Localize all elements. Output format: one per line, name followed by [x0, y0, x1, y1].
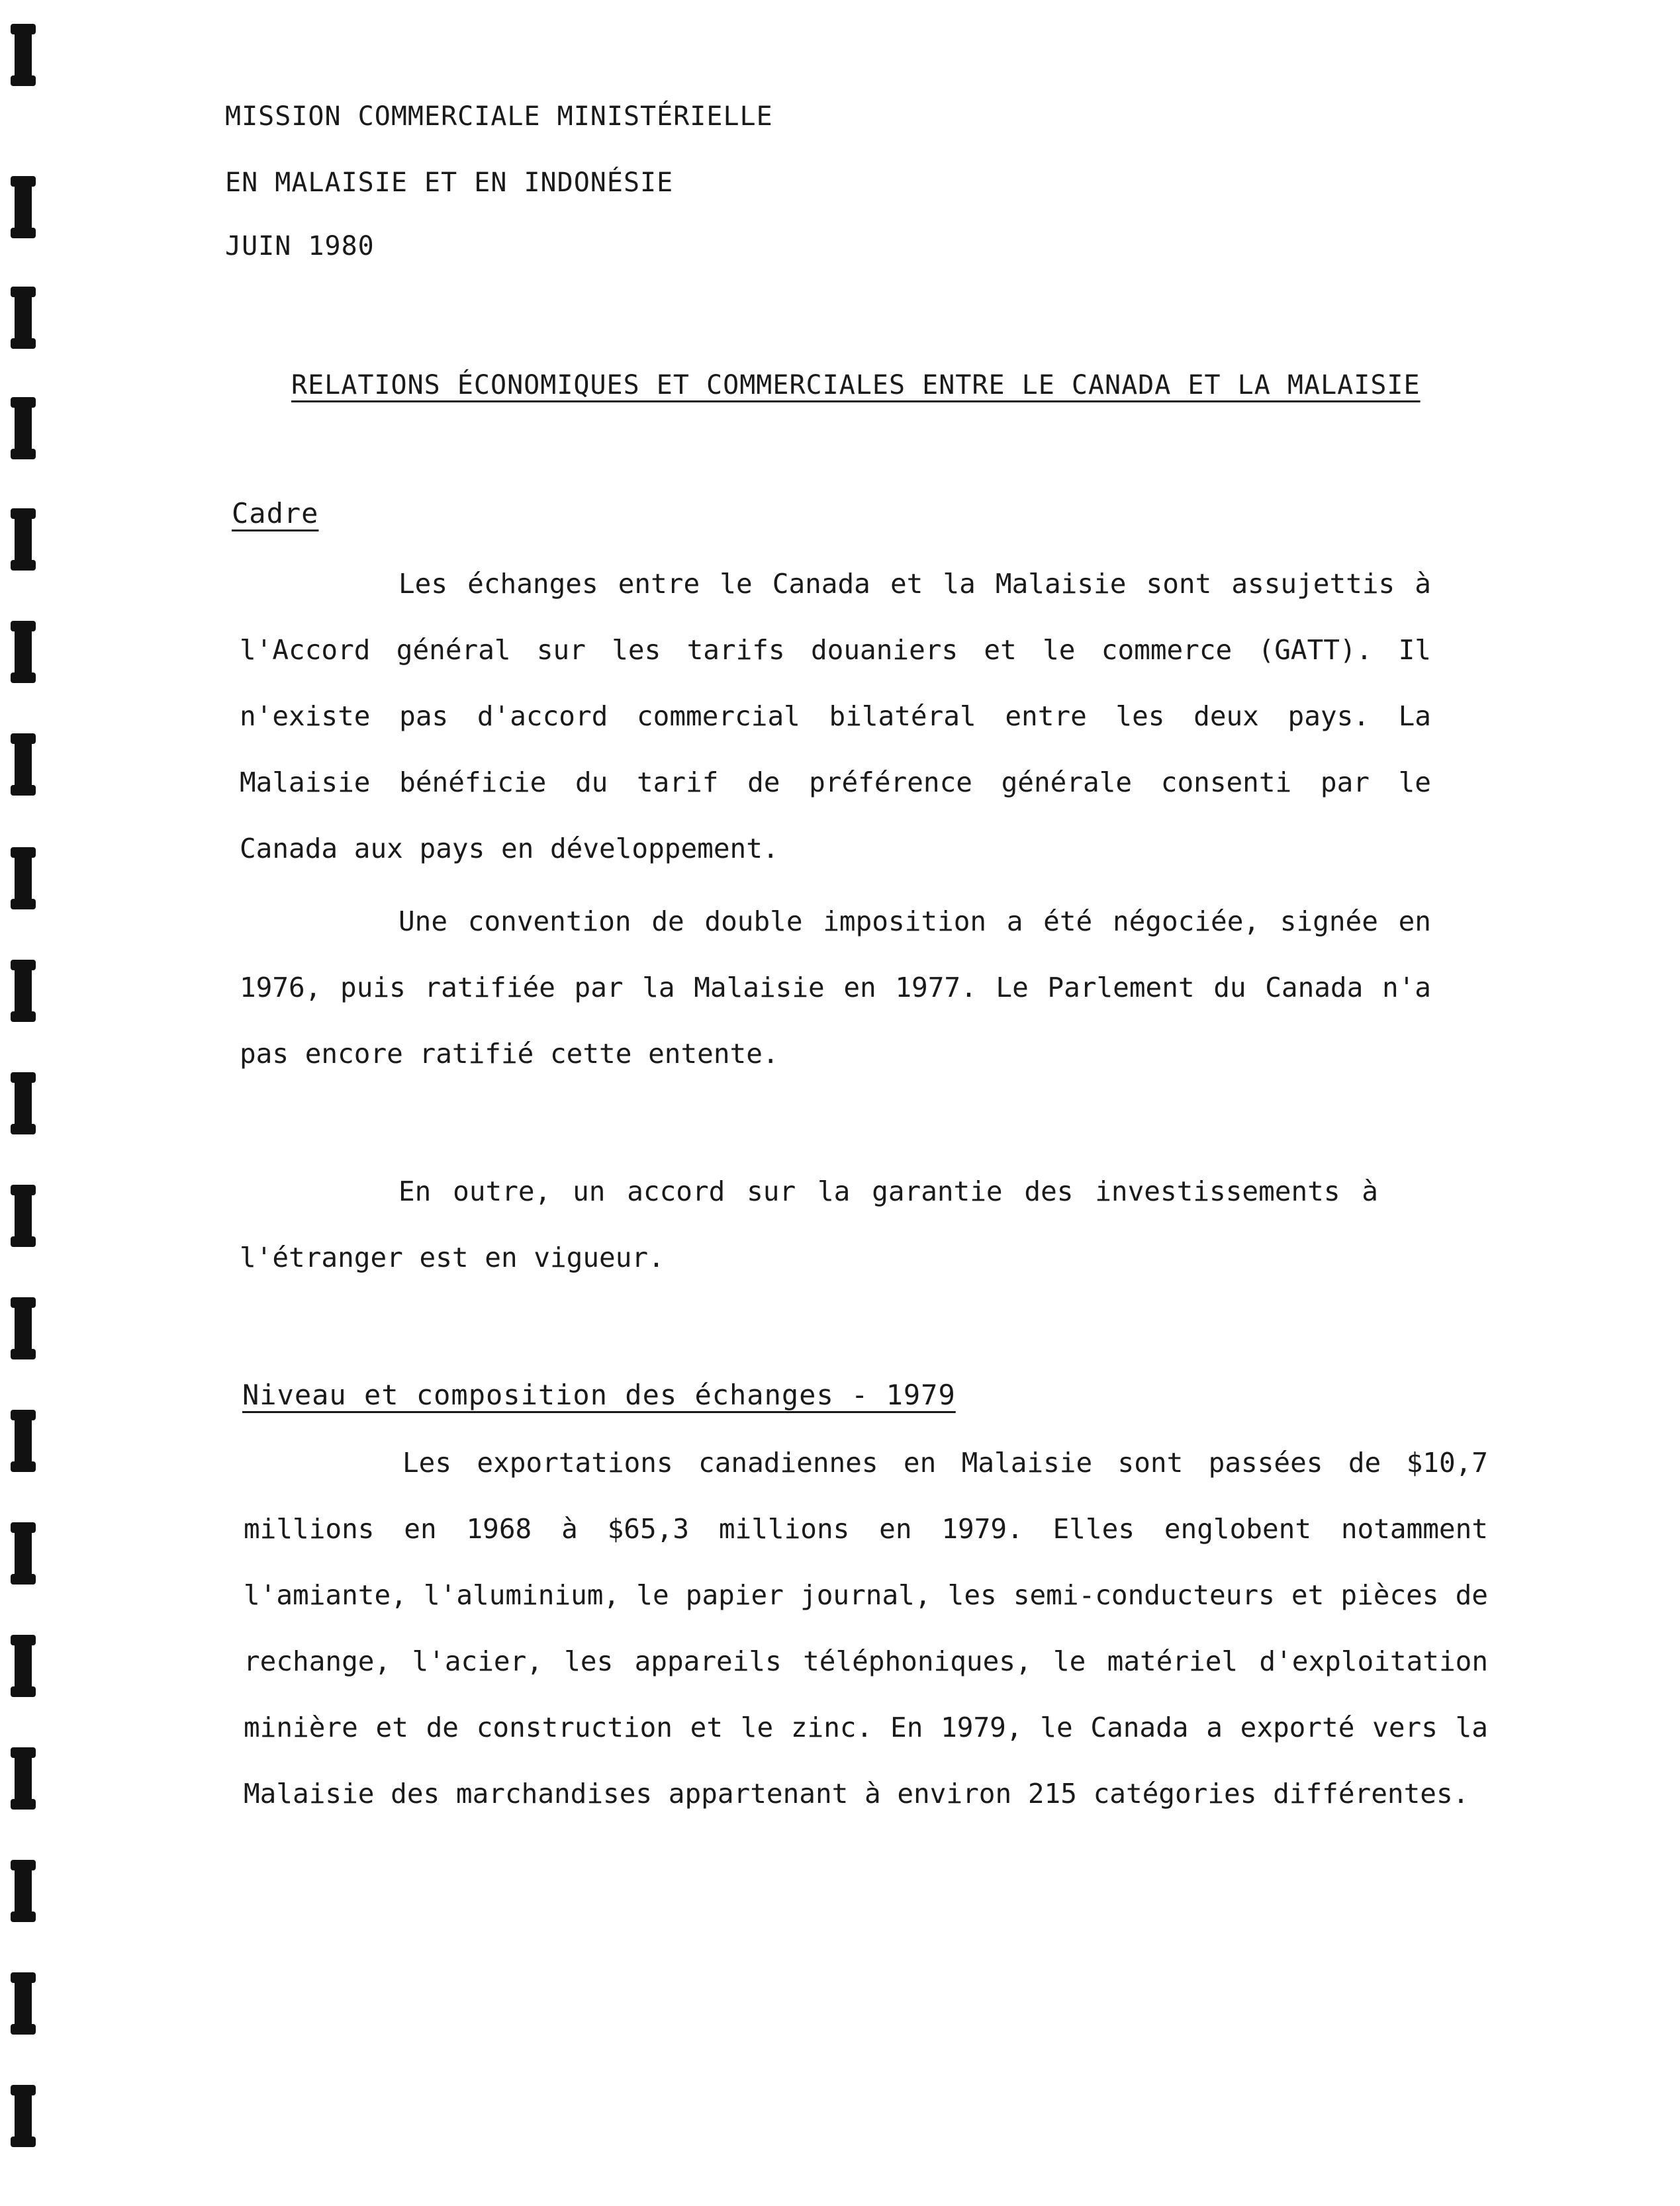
binding-hole — [15, 2086, 32, 2146]
binding-hole — [15, 1411, 32, 1471]
paragraph-niveau-1 — [244, 1430, 1488, 1827]
paragraph-text: En outre, un accord sur la garantie des investissements à l'étranger est en vigueur. — [240, 1175, 1378, 1273]
binding-hole — [15, 1186, 32, 1246]
binding-hole — [15, 735, 32, 794]
section-heading-cadre: Cadre — [232, 497, 319, 529]
binding-hole — [15, 1074, 32, 1133]
paragraph-cadre-2 — [240, 888, 1431, 1087]
binding-hole — [15, 961, 32, 1021]
binding-hole — [15, 1636, 32, 1696]
paragraph-text: Les échanges entre le Canada et la Malaisie sont assujettis à l'Accord général sur les tarifs douaniers et le commerce (GATT). Il n'existe pas d'accord commercial bilatéral entre les deux pays. La Malaisie bénéficie du tarif de préférence générale consenti par le Canada aux pays en développement. — [240, 568, 1431, 864]
document-title: RELATIONS ÉCONOMIQUES ET COMMERCIALES ENTRE LE CANADA ET LA MALAISIE — [291, 370, 1421, 400]
binding-hole — [15, 510, 32, 569]
binding-hole — [15, 288, 32, 347]
paragraph-text: Les exportations canadiennes en Malaisie sont passées de $10,7 millions en 1968 à $65,3 millions en 1979. Elles englobent notamment l'amiante, l'aluminium, le papier journal, les semi-conducteurs et pièces de rechange, l'acier, les appareils téléphoniques, le matériel d'exploitation minière et de construction et le zinc. En 1979, le Canada a exporté vers la Malaisie des marchandises appartenant à environ 215 catégories différentes. — [244, 1447, 1488, 1810]
paragraph-cadre-1 — [240, 551, 1431, 882]
binding-hole — [15, 25, 32, 85]
paragraph-text: Une convention de double imposition a été négociée, signée en 1976, puis ratifiée par la Malaisie en 1977. Le Parlement du Canada n'a pas encore ratifié cette entente. — [240, 905, 1431, 1070]
binding-hole — [15, 1524, 32, 1583]
binding-hole — [15, 622, 32, 682]
header-line-date: JUIN 1980 — [225, 231, 375, 261]
binding-hole — [15, 849, 32, 908]
binding-hole — [15, 177, 32, 237]
header-line-countries: EN MALAISIE ET EN INDONÉSIE — [225, 167, 674, 198]
binding-hole — [15, 1861, 32, 1921]
header-line-mission: MISSION COMMERCIALE MINISTÉRIELLE — [225, 101, 773, 132]
binding-hole — [15, 1299, 32, 1358]
binding-hole — [15, 1974, 32, 2033]
paragraph-cadre-3 — [240, 1158, 1378, 1291]
binding-hole — [15, 1749, 32, 1808]
binding-hole — [15, 398, 32, 458]
section-heading-niveau: Niveau et composition des échanges - 1979 — [242, 1379, 956, 1411]
